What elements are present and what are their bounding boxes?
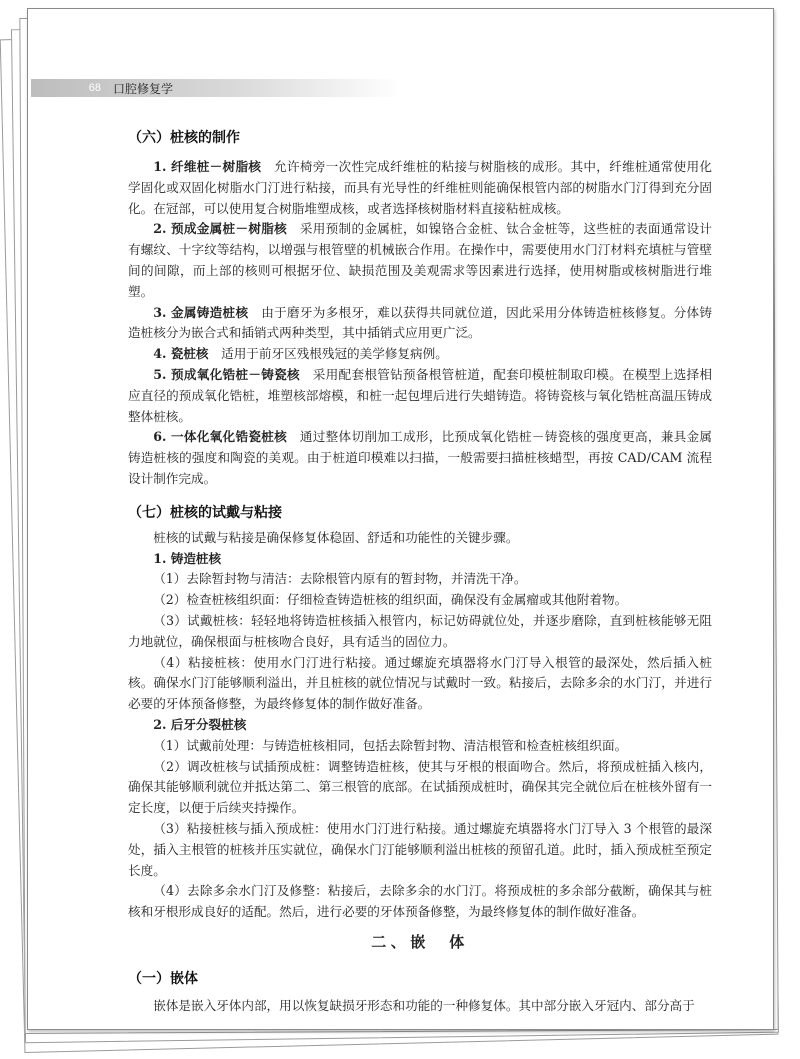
item-text: 采用预制的金属桩，如镍铬合金桩、钛合金桩等，这些桩的表面通常设计有螺纹、十字纹等结构，以增强与根管壁的机械嵌合作用。在操作中，需要使用水门汀材料充填桩与管壁间的间隙，而上部的核则可根据牙位、缺损范围及美观需求等因素进行选择，使用树脂或核树脂进行堆塑。 bbox=[128, 221, 712, 299]
paragraph bbox=[128, 365, 712, 427]
paragraph: （2）检查桩核组织面：仔细检查铸造桩核的组织面，确保没有金属瘤或其他附着物。 bbox=[153, 592, 628, 608]
paragraph: （3）粘接桩核与插入预成桩：使用水门汀进行粘接。通过螺旋充填器将水门汀导入 3 个根管的最深处，插入主根管的桩核并压实就位，确保水门汀能够顺利溢出桩核的预留孔道。此时，插入预成桩至预定长度。 bbox=[128, 820, 712, 878]
paragraph: （2）调改桩核与试插预成桩：调整铸造桩核，使其与牙根的根面吻合。然后，将预成桩插入核内，确保其能够顺利就位并抵达第二、第三根管的底部。在试插预成桩时，确保其完全就位后在桩核外留有一定长度，以便于后续夹持操作。 bbox=[128, 758, 712, 816]
paragraph bbox=[128, 344, 712, 365]
item-label: 6. 一体化氧化锆瓷桩核 bbox=[153, 429, 287, 445]
item-label: 2. 预成金属桩－树脂核 bbox=[153, 221, 287, 237]
paragraph: 嵌体是嵌入牙体内部，用以恢复缺损牙形态和功能的一种修复体。其中部分嵌入牙冠内、部分高于 bbox=[153, 997, 695, 1013]
item-label: 4. 瓷桩核 bbox=[153, 346, 209, 362]
item-text: 允许椅旁一次性完成纤维桩的粘接与树脂核的成形。其中，纤维桩通常使用化学固化或双固化树脂水门汀进行粘接，而具有光导性的纤维桩则能确保根管内部的树脂水门汀得到充分固化。在冠部，可以使用复合树脂堆塑成核，或者选择核树脂材料直接粘桩成核。 bbox=[128, 159, 712, 216]
paragraph: （4）粘接桩核：使用水门汀进行粘接。通过螺旋充填器将水门汀导入根管的最深处，然后插入桩核。确保水门汀能够顺利溢出，并且桩核的就位情况与试戴时一致。粘接后，去除多余的水门汀，并进行必要的牙体预备修整，为最终修复体的制作做好准备。 bbox=[128, 654, 712, 712]
paragraph: （4）去除多余水门汀及修整：粘接后，去除多余的水门汀。将预成桩的多余部分截断，确保其与桩核和牙根形成良好的适配。然后，进行必要的牙体预备修整，为最终修复体的制作做好准备。 bbox=[128, 883, 712, 920]
item-label: 1. 纤维桩－树脂核 bbox=[153, 159, 262, 174]
paragraph bbox=[128, 219, 712, 302]
section-heading: （七）桩核的试戴与粘接 bbox=[128, 504, 282, 521]
book-page bbox=[27, 8, 774, 1030]
book-title: 口腔修复学 bbox=[113, 81, 174, 96]
item-label: 3. 金属铸造桩核 bbox=[153, 304, 249, 320]
paragraph: （1）去除暂封物与清洁：去除根管内原有的暂封物，并清洗干净。 bbox=[153, 571, 527, 587]
paragraph: 桩核的试戴与粘接是确保修复体稳固、舒适和功能性的关键步骤。 bbox=[153, 529, 519, 545]
item-text: 通过整体切削加工成形，比预成氧化锆桩－铸瓷核的强度更高，兼具金属铸造桩核的强度和陶瓷的美观。由于桩道印模难以扫描，一般需要扫描桩核蜡型，再按 CAD/CAM 流程设计制作完成。 bbox=[128, 429, 712, 486]
item-label: 5. 预成氧化锆桩－铸瓷核 bbox=[153, 366, 300, 382]
paragraph bbox=[128, 427, 712, 489]
item-text: 采用配套根管钻预备根管桩道，配套印模桩制取印模。在模型上选择相应直径的预成氧化锆桩，堆塑核部熔模，和桩一起包埋后进行失蜡铸造。将铸瓷核与氧化锆桩高温压铸成整体桩核。 bbox=[128, 366, 712, 424]
section-heading: （一）嵌体 bbox=[128, 970, 198, 987]
paragraph bbox=[128, 157, 712, 219]
paragraph: （1）试戴前处理：与铸造桩核相同，包括去除暂封物、清洁根管和检查桩核组织面。 bbox=[153, 737, 628, 753]
page-body bbox=[128, 127, 712, 1017]
item-text: 适用于前牙区残根残冠的美学修复病例。 bbox=[221, 346, 448, 362]
chapter-heading: 二、嵌 体 bbox=[371, 932, 469, 951]
running-header bbox=[31, 79, 401, 97]
subsection-heading: 2. 后牙分裂桩核 bbox=[153, 716, 247, 732]
subsection-heading: 1. 铸造桩核 bbox=[153, 550, 222, 566]
page-number: 68 bbox=[88, 82, 101, 94]
item-text: 由于磨牙为多根牙，难以获得共同就位道，因此采用分体铸造桩核修复。分体铸造桩核分为嵌合式和插销式两种类型，其中插销式应用更广泛。 bbox=[128, 304, 712, 341]
paragraph: （3）试戴桩核：轻轻地将铸造桩核插入根管内，标记妨碍就位处，并逐步磨除，直到桩核能够无阻力地就位，确保根面与桩核吻合良好，具有适当的固位力。 bbox=[128, 612, 712, 649]
paragraph bbox=[128, 303, 712, 345]
section-heading: （六）桩核的制作 bbox=[128, 130, 240, 146]
